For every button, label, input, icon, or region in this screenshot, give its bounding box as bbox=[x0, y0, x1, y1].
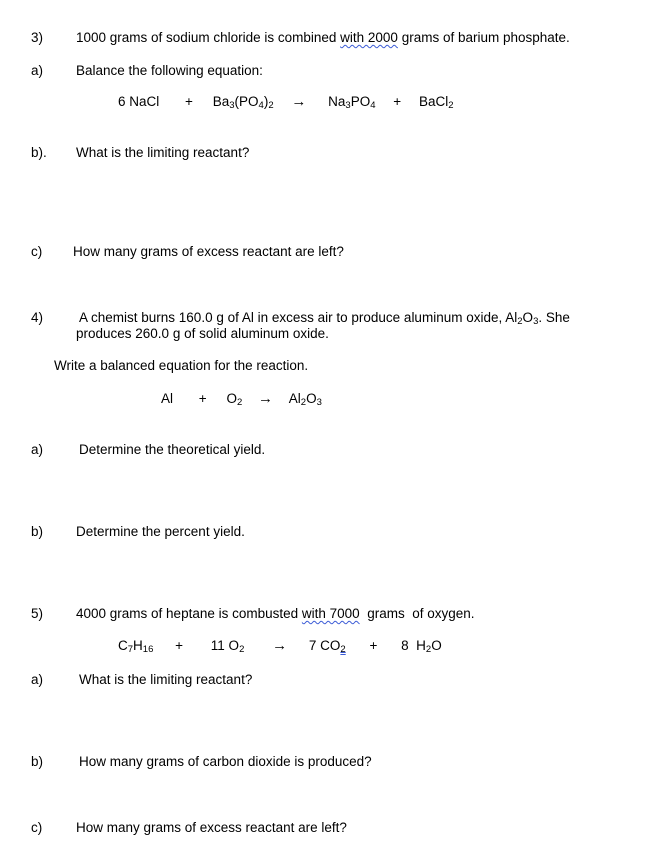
q5a-label: a) bbox=[31, 672, 44, 687]
g5: O bbox=[306, 391, 317, 406]
q3-eq-plus1: + bbox=[185, 94, 193, 109]
q5-eq-plus1: + bbox=[175, 638, 184, 653]
f4: 4 bbox=[258, 100, 264, 111]
q3-equation bbox=[118, 94, 454, 110]
h11: O bbox=[431, 638, 442, 653]
q3-number: 3) bbox=[31, 30, 44, 45]
q3-eq-naci: 6 NaCl bbox=[118, 94, 160, 109]
q4-eq-oxygen bbox=[226, 391, 242, 407]
q4s4: 3 bbox=[533, 316, 539, 327]
f7: Na bbox=[328, 94, 346, 109]
q5-eq-water bbox=[401, 638, 442, 654]
f1: Ba bbox=[212, 94, 230, 109]
q3a-text: Balance the following equation: bbox=[76, 63, 263, 78]
q3c-text: How many grams of excess reactant are left? bbox=[73, 244, 344, 259]
g6: 3 bbox=[316, 397, 322, 408]
f8: 3 bbox=[345, 100, 351, 111]
q4-eq-plus: + bbox=[198, 391, 207, 406]
q5-number: 5) bbox=[31, 606, 44, 621]
h7: 7 CO bbox=[308, 638, 341, 653]
q5-eq-arrow: → bbox=[272, 637, 288, 654]
q5b-label: b) bbox=[31, 754, 44, 769]
q4-equation bbox=[161, 391, 322, 407]
q4s5: . She bbox=[538, 310, 570, 325]
f2: 3 bbox=[229, 100, 235, 111]
g4: 2 bbox=[300, 397, 307, 408]
q5-statement-post: grams of oxygen. bbox=[359, 606, 475, 621]
q5b-text: How many grams of carbon dioxide is produced? bbox=[79, 754, 372, 769]
q4b-text: Determine the percent yield. bbox=[76, 524, 245, 539]
q5c-label: c) bbox=[31, 820, 43, 835]
q3c-label: c) bbox=[31, 244, 43, 259]
h6: 2 bbox=[239, 644, 245, 655]
f9: PO bbox=[350, 94, 371, 109]
f11: BaCl bbox=[418, 94, 449, 109]
f6: 2 bbox=[268, 100, 274, 111]
q4-eq-al: Al bbox=[161, 391, 174, 406]
q4-eq-arrow: → bbox=[258, 390, 274, 407]
q3-eq-sodium-phosphate bbox=[328, 94, 375, 110]
q4s1: A chemist burns 160.0 g of Al in excess air to produce aluminum oxide, Al bbox=[79, 310, 518, 325]
q4-statement-line1 bbox=[79, 310, 570, 326]
q5c-text: How many grams of excess reactant are left? bbox=[76, 820, 347, 835]
q4-statement-line2: produces 260.0 g of solid aluminum oxide. bbox=[76, 326, 329, 341]
g1: O bbox=[226, 391, 237, 406]
q4s3: O bbox=[522, 310, 534, 325]
q3-statement-post: grams of barium phosphate. bbox=[397, 30, 570, 45]
q5-eq-plus2: + bbox=[369, 638, 378, 653]
q3b-text: What is the limiting reactant? bbox=[76, 145, 250, 160]
q4b-label: b) bbox=[31, 524, 44, 539]
q3-statement bbox=[76, 30, 570, 46]
h8: 2 bbox=[340, 644, 346, 655]
h9: 8 H bbox=[401, 638, 426, 653]
q4-instruction: Write a balanced equation for the reaction. bbox=[54, 358, 309, 373]
f5: ) bbox=[263, 94, 269, 109]
h5: 11 O bbox=[210, 638, 240, 653]
q5-eq-oxygen bbox=[211, 638, 245, 654]
q4-eq-aluminum-oxide bbox=[289, 391, 322, 407]
q3-eq-plus2: + bbox=[393, 94, 402, 109]
q5a-text: What is the limiting reactant? bbox=[79, 672, 253, 687]
q4a-label: a) bbox=[31, 442, 44, 457]
h10: 2 bbox=[425, 644, 432, 655]
g3: Al bbox=[288, 391, 301, 406]
q3-eq-barium-chloride bbox=[419, 94, 454, 110]
q4-number: 4) bbox=[31, 310, 44, 325]
h1: C bbox=[118, 638, 128, 653]
q4a-text: Determine the theoretical yield. bbox=[79, 442, 266, 457]
g2: 2 bbox=[236, 397, 243, 408]
q4s2: 2 bbox=[517, 316, 523, 327]
f10: 4 bbox=[370, 100, 376, 111]
h2: 7 bbox=[127, 644, 134, 655]
f12: 2 bbox=[448, 100, 454, 111]
q3-statement-flagged: with 2000 bbox=[340, 30, 398, 45]
h4: 16 bbox=[142, 644, 154, 655]
f3: (PO bbox=[234, 94, 259, 109]
q3-statement-pre: 1000 grams of sodium chloride is combined bbox=[76, 30, 341, 45]
q5-statement-pre: 4000 grams of heptane is combusted bbox=[76, 606, 302, 621]
q5-eq-carbon-dioxide bbox=[309, 638, 346, 654]
h3: H bbox=[133, 638, 143, 653]
q3a-label: a) bbox=[31, 63, 44, 78]
q3b-label: b). bbox=[31, 145, 47, 160]
q3-eq-arrow: → bbox=[291, 93, 307, 110]
q5-statement bbox=[76, 606, 475, 622]
q5-equation bbox=[118, 638, 442, 654]
q3-eq-barium-phosphate bbox=[213, 94, 274, 110]
q5-eq-heptane bbox=[118, 638, 153, 654]
q5-statement-flagged: with 7000 bbox=[301, 606, 360, 621]
